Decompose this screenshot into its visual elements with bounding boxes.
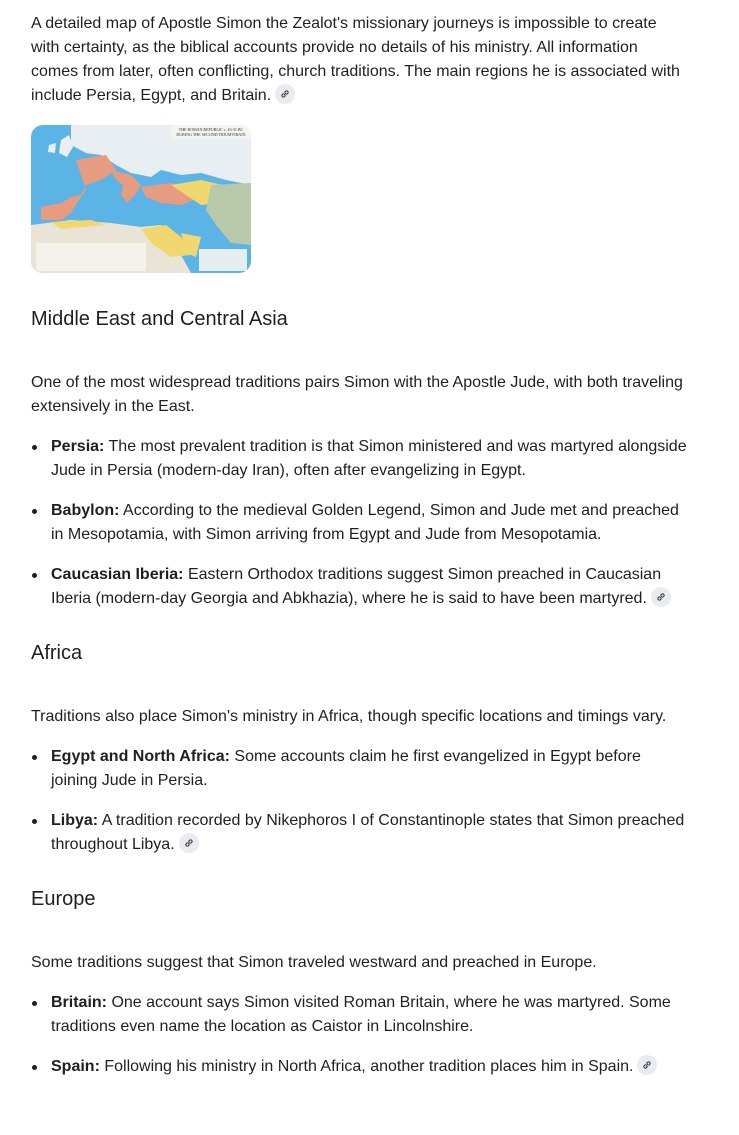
section-heading-middle-east: Middle East and Central Asia	[31, 308, 288, 330]
item-label: Egypt and North Africa:	[51, 748, 230, 765]
bullet-list-europe	[31, 991, 691, 1079]
list-item	[31, 563, 691, 611]
list-item	[31, 1055, 691, 1079]
section-paragraph-africa: Traditions also place Simon's ministry in Africa, though specific locations and timings vary.	[31, 708, 667, 725]
intro-paragraph	[31, 12, 681, 108]
source-link-chip[interactable]	[651, 587, 671, 607]
response-content	[31, 12, 691, 1095]
link-icon	[656, 592, 666, 602]
map-caption-line1: THE ROMAN REPUBLIC c. 43-31 BC	[178, 127, 244, 132]
list-item	[31, 809, 691, 857]
intro-text: A detailed map of Apostle Simon the Zealot's missionary journeys is impossible to create with certainty, as the biblical accounts provide no details of his ministry. All information comes from later, often conflicting, church traditions. The main regions he is associated with include Persia, Egypt, and Britain.	[31, 15, 680, 104]
item-label: Britain:	[51, 994, 107, 1011]
list-item	[31, 745, 691, 793]
section-paragraph-europe: Some traditions suggest that Simon traveled westward and preached in Europe.	[31, 954, 597, 971]
list-item	[31, 499, 691, 547]
list-item	[31, 435, 691, 483]
link-icon	[184, 838, 194, 848]
list-item	[31, 991, 691, 1039]
link-icon	[642, 1060, 652, 1070]
item-text: Some accounts claim he first evangelized in Egypt before joining Jude in Persia.	[51, 748, 641, 789]
item-label: Libya:	[51, 812, 99, 829]
section-heading-africa: Africa	[31, 642, 83, 664]
item-label: Caucasian Iberia:	[51, 566, 184, 583]
item-label: Spain:	[51, 1058, 100, 1075]
bullet-list-africa	[31, 745, 691, 857]
item-text: One account says Simon visited Roman Britain, where he was martyred. Some traditions even name the location as Caistor in Lincolnshire.	[51, 994, 671, 1035]
section-heading-europe: Europe	[31, 888, 96, 910]
section-paragraph-middle-east: One of the most widespread traditions pairs Simon with the Apostle Jude, with both traveling extensively in the East.	[31, 374, 683, 415]
source-link-chip[interactable]	[275, 84, 295, 104]
bullet-list-middle-east	[31, 435, 691, 611]
source-link-chip[interactable]	[637, 1055, 657, 1075]
map-image[interactable]	[31, 125, 251, 273]
item-text: A tradition recorded by Nikephoros I of Constantinople states that Simon preached throughout Libya.	[51, 812, 685, 853]
item-label: Babylon:	[51, 502, 120, 519]
item-text: Eastern Orthodox traditions suggest Simon preached in Caucasian Iberia (modern-day Georgia and Abkhazia), where he is said to have been martyred.	[51, 566, 662, 607]
link-icon	[280, 89, 290, 99]
source-link-chip[interactable]	[179, 833, 199, 853]
item-text: According to the medieval Golden Legend, Simon and Jude met and preached in Mesopotamia, with Simon arriving from Egypt and Jude from Mesopotamia.	[51, 502, 679, 543]
roman-republic-map	[31, 125, 251, 273]
map-caption-line2: DURING THE SECOND TRIUMVIRATE	[176, 132, 246, 137]
item-text: The most prevalent tradition is that Simon ministered and was martyred alongside Jude in Persia (modern-day Iran), often after evangelizing in Egypt.	[51, 438, 687, 479]
item-label: Persia:	[51, 438, 105, 455]
item-text: Following his ministry in North Africa, another tradition places him in Spain.	[99, 1058, 634, 1075]
